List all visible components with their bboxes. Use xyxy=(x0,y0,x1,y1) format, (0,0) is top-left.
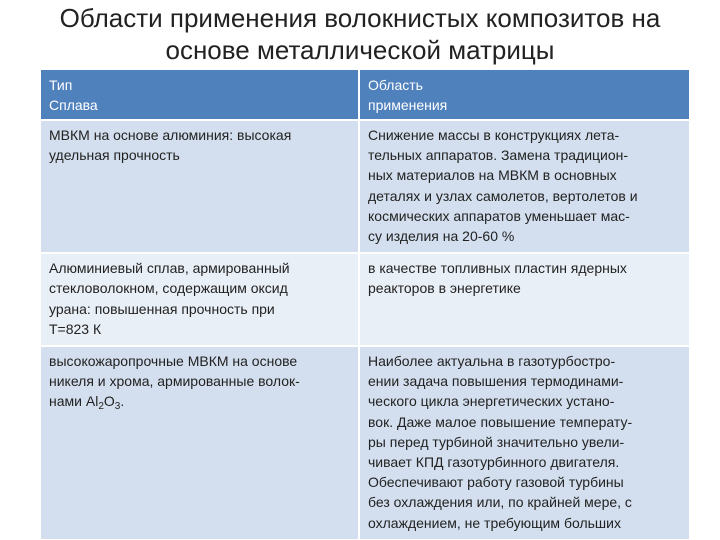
table-row xyxy=(41,346,689,539)
cell-text-line: чивает КПД газотурбинного двигателя. xyxy=(368,454,620,471)
formula-element: O xyxy=(103,393,115,410)
cell-text-line: без охлаждения или, по крайней мере, с xyxy=(368,494,632,511)
cell-text-line: ры перед турбиной значительно увели- xyxy=(368,433,625,450)
cell-type xyxy=(41,120,359,253)
cell-type xyxy=(41,253,359,346)
cell-text-fragment: нами Al xyxy=(49,393,99,410)
cell-text-line: урана: повышенная прочность при xyxy=(49,300,275,317)
cell-text-line: Снижение массы в конструкциях лета- xyxy=(368,127,620,143)
formula-subscript: 2 xyxy=(98,401,104,413)
cell-text-line: удельная прочность xyxy=(49,147,180,164)
cell-text-line: Наиболее актуальна в газотурбостро- xyxy=(368,353,616,370)
cell-text-line: в качестве топливных пластин ядерных xyxy=(368,260,627,277)
header-application xyxy=(359,70,689,120)
table-header-row xyxy=(41,70,689,120)
cell-text-line: ческого цикла энергетических устано- xyxy=(368,393,615,410)
header-type xyxy=(41,70,359,120)
cell-text-line: вок. Даже малое повышение температу- xyxy=(368,413,633,430)
cell-application xyxy=(359,346,689,539)
table-row xyxy=(41,120,689,253)
cell-text-line: су изделия на 20-60 % xyxy=(368,228,515,245)
cell-text-line: стекловолокном, содержащим оксид xyxy=(49,280,288,297)
composites-table xyxy=(41,70,689,539)
cell-text-line: тельных аппаратов. Замена традицион- xyxy=(368,147,629,164)
formula-end: . xyxy=(120,393,125,410)
cell-application xyxy=(359,253,689,346)
cell-text-line: Алюминиевый сплав, армированный xyxy=(49,260,290,277)
header-type-line: Сплава xyxy=(49,97,98,113)
table-row xyxy=(41,253,689,346)
cell-text-line: ных материалов на МВКМ в основных xyxy=(368,167,617,184)
header-type-line: Тип xyxy=(49,77,73,93)
cell-text-line: деталях и узлах самолетов, вертолетов и xyxy=(368,187,638,204)
formula-subscript: 3 xyxy=(114,401,121,413)
cell-text-line: МВКМ на основе алюминия: высокая xyxy=(49,127,292,143)
title-line-1: Области применения волокнистых композитов на xyxy=(59,3,661,33)
cell-text-line: Обеспечивают работу газовой турбины xyxy=(368,474,624,491)
cell-application xyxy=(359,120,689,253)
cell-text-line: никеля и хрома, армированные волок- xyxy=(49,373,300,390)
cell-text-line: реакторов в энергетике xyxy=(368,280,521,297)
cell-text-line: охлаждением, не требующим больших xyxy=(368,514,621,531)
cell-text-line: высокожаропрочные МВКМ на основе xyxy=(49,353,298,370)
cell-formula-line xyxy=(49,391,350,411)
cell-text-line: Т=823 К xyxy=(49,320,102,337)
slide-title xyxy=(0,2,720,66)
header-application-line: применения xyxy=(368,97,448,113)
cell-text-line: ении задача повышения термодинами- xyxy=(368,373,624,390)
cell-text-line: космических аппаратов уменьшает мас- xyxy=(368,207,630,224)
title-line-2: основе металлической матрицы xyxy=(165,35,555,65)
header-application-line: Область xyxy=(368,77,423,93)
cell-type xyxy=(41,346,359,539)
